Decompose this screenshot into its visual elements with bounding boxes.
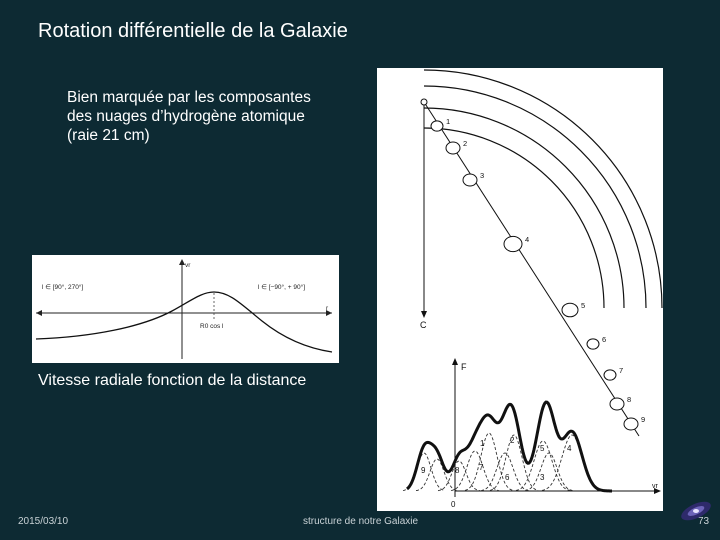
cloud-number-5: 5	[581, 301, 586, 310]
center-line-arrow	[421, 311, 427, 318]
bullet-line-2: des nuages d’hydrogène atomique	[67, 108, 305, 125]
hi-cloud-8	[610, 398, 624, 410]
r-axis-left-arrow	[36, 310, 42, 316]
profile-number-8: 8	[455, 466, 460, 475]
peak-label: R0 cos l	[200, 323, 224, 330]
cloud-number-3: 3	[480, 171, 485, 180]
hi-cloud-7	[604, 370, 616, 380]
cloud-number-2: 2	[463, 139, 468, 148]
flux-axis-arrow	[452, 358, 458, 365]
hi-cloud-2	[446, 142, 460, 154]
profile-number-1: 1	[480, 439, 485, 448]
figure-caption: Vitesse radiale fonction de la distance	[38, 372, 307, 389]
hi-cloud-9	[624, 418, 638, 430]
hi-cloud-4	[504, 236, 522, 251]
profile-number-3: 3	[540, 473, 545, 482]
cloud-number-8: 8	[627, 395, 632, 404]
hi-line-diagram	[377, 68, 663, 511]
right-interval-label: l ∈ [−90°, + 90°]	[258, 284, 305, 291]
orbit-4	[424, 70, 662, 308]
left-interval-label: l ∈ [90°, 270°]	[42, 284, 84, 291]
hi-cloud-6	[587, 339, 599, 349]
radial-velocity-plot	[32, 255, 339, 363]
bullet-line-1: Bien marquée par les composantes	[67, 89, 311, 106]
r-axis-label: r	[326, 305, 329, 312]
profile-number-9: 9	[421, 466, 426, 475]
vr-axis-label: vr	[185, 262, 191, 269]
bullet-line-3: (raie 21 cm)	[67, 127, 150, 144]
cloud-number-1: 1	[446, 117, 451, 126]
cloud-number-6: 6	[602, 335, 607, 344]
hi-cloud-5	[562, 303, 578, 317]
profile-number-5: 5	[540, 444, 545, 453]
cloud-number-7: 7	[619, 366, 624, 375]
footer-date: 2015/03/10	[18, 516, 69, 527]
cloud-number-4: 4	[525, 235, 530, 244]
center-label: C	[420, 320, 427, 330]
footer-title: structure de notre Galaxie	[303, 516, 419, 527]
orbit-2	[424, 108, 624, 308]
cloud-number-9: 9	[641, 415, 646, 424]
velocity-axis-label: vr	[652, 483, 658, 490]
bullet-text	[67, 88, 367, 145]
radial-velocity-figure	[32, 255, 339, 363]
hi-line-figure	[377, 68, 663, 511]
galactic-orbits	[424, 70, 662, 308]
profile-labels	[421, 436, 572, 482]
profile-number-7: 7	[479, 463, 484, 472]
profile-number-4: 4	[567, 444, 572, 453]
slide-number: 73	[698, 516, 710, 527]
flux-axis-label: F	[461, 362, 467, 372]
profile-component-4	[481, 453, 529, 491]
profile-number-2: 2	[510, 436, 515, 445]
total-hi-profile	[407, 402, 612, 491]
origin-label: 0	[451, 500, 456, 509]
hi-cloud-1	[431, 121, 443, 131]
galaxy-logo-icon	[676, 497, 716, 525]
hi-cloud-3	[463, 174, 477, 186]
orbit-1	[424, 128, 604, 308]
sun-marker	[421, 99, 427, 105]
slide-title: Rotation différentielle de la Galaxie	[38, 20, 348, 42]
profile-components	[403, 433, 602, 491]
profile-number-6: 6	[505, 473, 510, 482]
vr-curve	[36, 292, 332, 352]
